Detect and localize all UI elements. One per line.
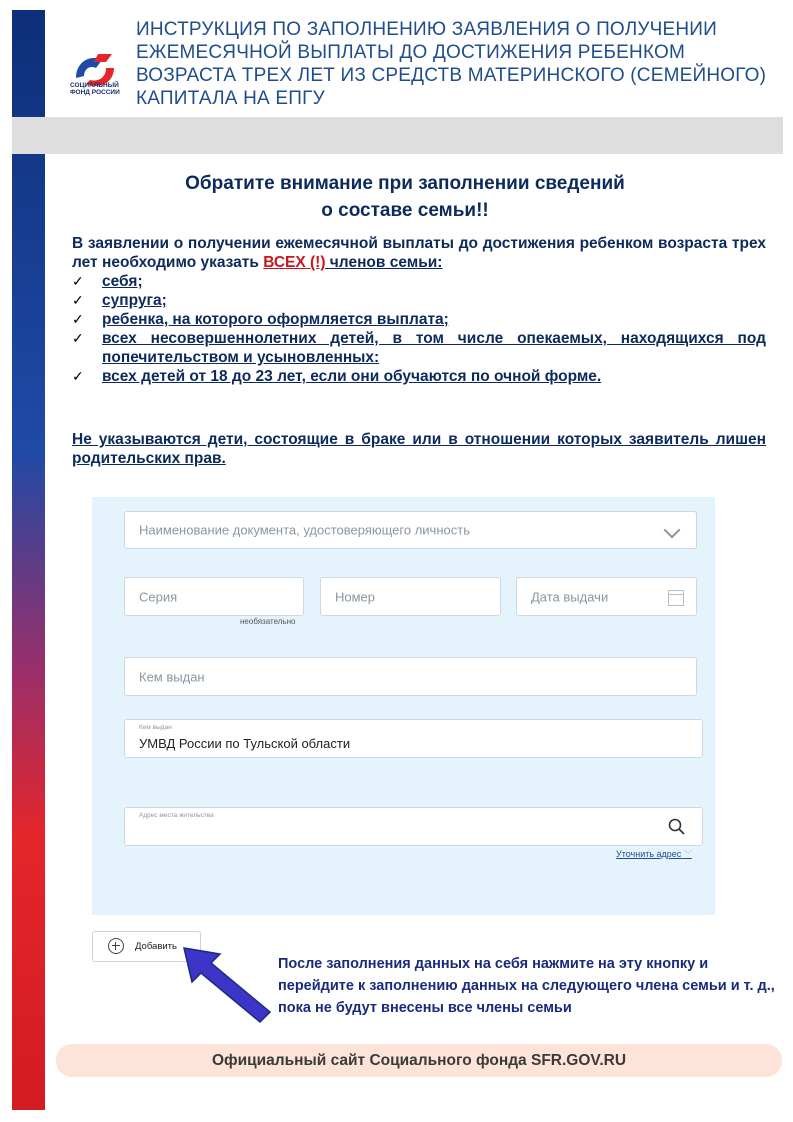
list-item-text: супруга;: [102, 292, 167, 309]
issue-date-placeholder: Дата выдачи: [531, 589, 609, 604]
intro-highlight: ВСЕХ (!): [263, 254, 326, 271]
issue-date-input[interactable]: [516, 577, 697, 616]
address-input[interactable]: [124, 807, 703, 846]
arrow-pointer-icon: [180, 944, 280, 1024]
document-type-placeholder: Наименование документа, удостоверяющего личность: [139, 522, 470, 538]
chevron-down-icon: [664, 522, 681, 539]
family-member-checklist: [72, 272, 766, 386]
issued-by-input-filled[interactable]: [124, 719, 703, 758]
series-placeholder: Серия: [139, 589, 178, 604]
calendar-icon[interactable]: [668, 590, 684, 606]
checkmark-icon: ✓: [72, 330, 84, 346]
plus-circle-icon: [108, 938, 124, 954]
number-placeholder: Номер: [335, 589, 376, 604]
issued-by-value: УМВД России по Тульской области: [139, 736, 351, 751]
list-item-text: всех детей от 18 до 23 лет, если они обучаются по очной форме.: [102, 368, 602, 385]
list-item: [72, 272, 766, 291]
add-button-label: Добавить: [135, 941, 177, 952]
document-type-select[interactable]: [124, 511, 697, 549]
list-item: [72, 329, 766, 367]
checkmark-icon: ✓: [72, 273, 84, 289]
list-item-text: ребенка, на которого оформляется выплата;: [102, 311, 449, 328]
number-input[interactable]: [320, 577, 501, 616]
series-optional-hint: необязательно: [240, 617, 296, 626]
intro-paragraph: [72, 234, 766, 272]
chevron-down-icon: ﹀: [683, 850, 692, 859]
address-floating-label: Адрес места жительства: [139, 812, 214, 819]
checkmark-icon: ✓: [72, 368, 84, 384]
exclusion-note: Не указываются дети, состоящие в браке или в отношении которых заявитель лишен родительских прав.: [72, 431, 766, 467]
family-members-block: [72, 234, 766, 386]
checkmark-icon: ✓: [72, 292, 84, 308]
series-input[interactable]: [124, 577, 304, 616]
section-heading: [100, 170, 710, 224]
section-heading-line-2: о составе семьи!!: [321, 200, 489, 221]
list-item: [72, 291, 766, 310]
refine-address-link[interactable]: [616, 849, 692, 860]
search-icon[interactable]: [668, 818, 686, 836]
list-item: [72, 310, 766, 329]
section-heading-line-1: Обратите внимание при заполнении сведений: [185, 173, 625, 194]
add-button-instruction: После заполнения данных на себя нажмите на эту кнопку и перейдите к заполнению данных на следующего члена семьи и т. д., пока не будут внесены все члены семьи: [278, 956, 775, 1016]
refine-address-text: Уточнить адрес: [616, 849, 682, 859]
list-item-text: себя;: [102, 273, 143, 290]
header-divider-band: [12, 117, 783, 154]
issued-by-floating-label: Кем выдан: [139, 724, 172, 731]
logo-caption: СОЦИАЛЬНЫЙ ФОНД РОССИИ: [70, 82, 120, 96]
checkmark-icon: ✓: [72, 311, 84, 327]
side-gradient-bar: [12, 10, 45, 1110]
list-item-text: всех несовершеннолетних детей, в том числе опекаемых, находящихся под попечительством и усыновленных:: [102, 330, 766, 366]
intro-text: В заявлении о получении ежемесячной выплаты до достижения ребенком возраста трех лет необходимо указать: [72, 235, 766, 271]
issued-by-placeholder: Кем выдан: [139, 669, 205, 684]
issued-by-input-empty[interactable]: [124, 657, 697, 696]
intro-tail: членов семьи:: [325, 254, 443, 271]
list-item: [72, 367, 766, 386]
footer-banner: Официальный сайт Социального фонда SFR.GOV.RU: [56, 1044, 782, 1077]
page-title: ИНСТРУКЦИЯ ПО ЗАПОЛНЕНИЮ ЗАЯВЛЕНИЯ О ПОЛУЧЕНИИ ЕЖЕМЕСЯЧНОЙ ВЫПЛАТЫ ДО ДОСТИЖЕНИЯ РЕБЕНКОМ ВОЗРАСТА ТРЕХ ЛЕТ ИЗ СРЕДСТВ МАТЕРИНСКОГО (СЕМЕЙНОГО) КАПИТАЛА НА ЕПГУ: [136, 19, 767, 109]
